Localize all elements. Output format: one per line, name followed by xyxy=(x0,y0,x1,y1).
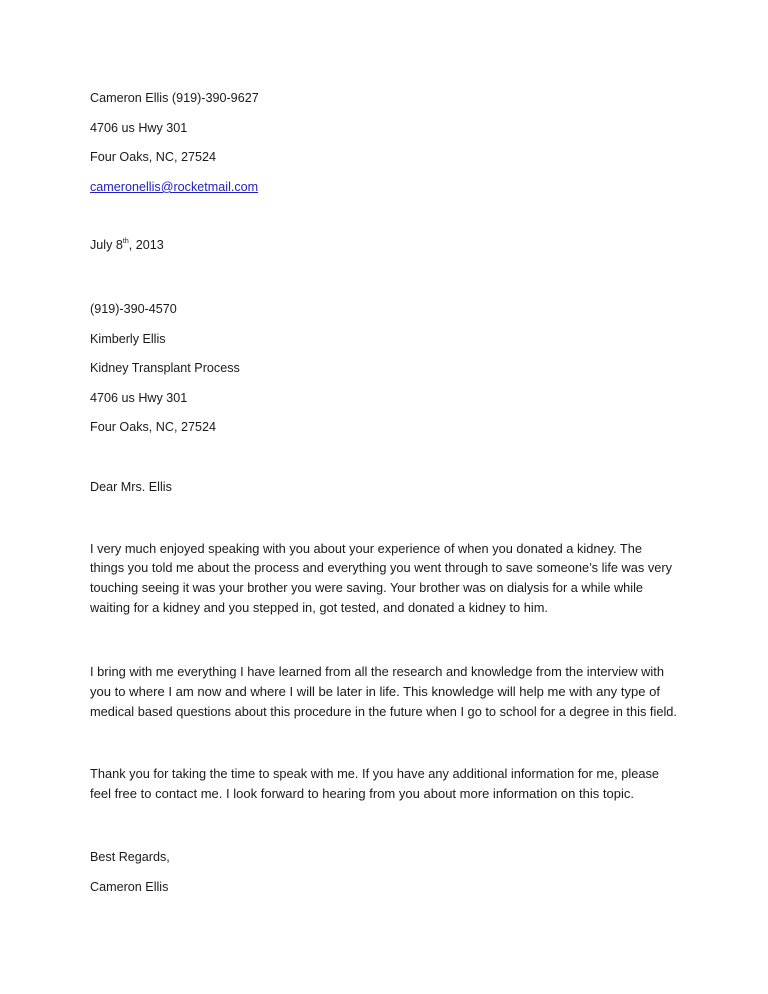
sender-name-phone: Cameron Ellis (919)-390-9627 xyxy=(90,91,259,105)
paragraph-1-line: waiting for a kidney and you stepped in, got tested, and donated a kidney to him. xyxy=(90,601,548,615)
paragraph-1-line: things you told me about the process and everything you went through to save someone’s life was very xyxy=(90,561,672,575)
letter-date xyxy=(90,237,164,253)
date-suffix: th xyxy=(122,238,129,245)
closing: Best Regards, xyxy=(90,850,170,864)
paragraph-3-line: feel free to contact me. I look forward to hearing from you about more information on this topic. xyxy=(90,787,634,801)
paragraph-3-line: Thank you for taking the time to speak with me. If you have any additional information for me, please xyxy=(90,767,659,781)
paragraph-2-line: I bring with me everything I have learned from all the research and knowledge from the interview with xyxy=(90,665,664,679)
recipient-org: Kidney Transplant Process xyxy=(90,361,240,375)
recipient-address-line1: 4706 us Hwy 301 xyxy=(90,391,188,405)
paragraph-1-line: touching seeing it was your brother you were saving. Your brother was on dialysis for a while while xyxy=(90,581,643,595)
paragraph-2-line: medical based questions about this procedure in the future when I go to school for a degree in this field. xyxy=(90,705,677,719)
paragraph-1-line: I very much enjoyed speaking with you about your experience of when you donated a kidney. The xyxy=(90,542,642,556)
date-month-day: July 8 xyxy=(90,238,123,252)
recipient-phone: (919)-390-4570 xyxy=(90,302,177,316)
sender-address-line2: Four Oaks, NC, 27524 xyxy=(90,150,216,164)
salutation: Dear Mrs. Ellis xyxy=(90,480,172,494)
signature: Cameron Ellis xyxy=(90,880,169,894)
sender-email-link[interactable]: cameronellis@rocketmail.com xyxy=(90,180,259,194)
recipient-name: Kimberly Ellis xyxy=(90,332,166,346)
sender-address-line1: 4706 us Hwy 301 xyxy=(90,121,188,135)
date-year: , 2013 xyxy=(128,238,164,252)
recipient-address-line2: Four Oaks, NC, 27524 xyxy=(90,420,216,434)
paragraph-2-line: you to where I am now and where I will be later in life. This knowledge will help me with any type of xyxy=(90,685,660,699)
